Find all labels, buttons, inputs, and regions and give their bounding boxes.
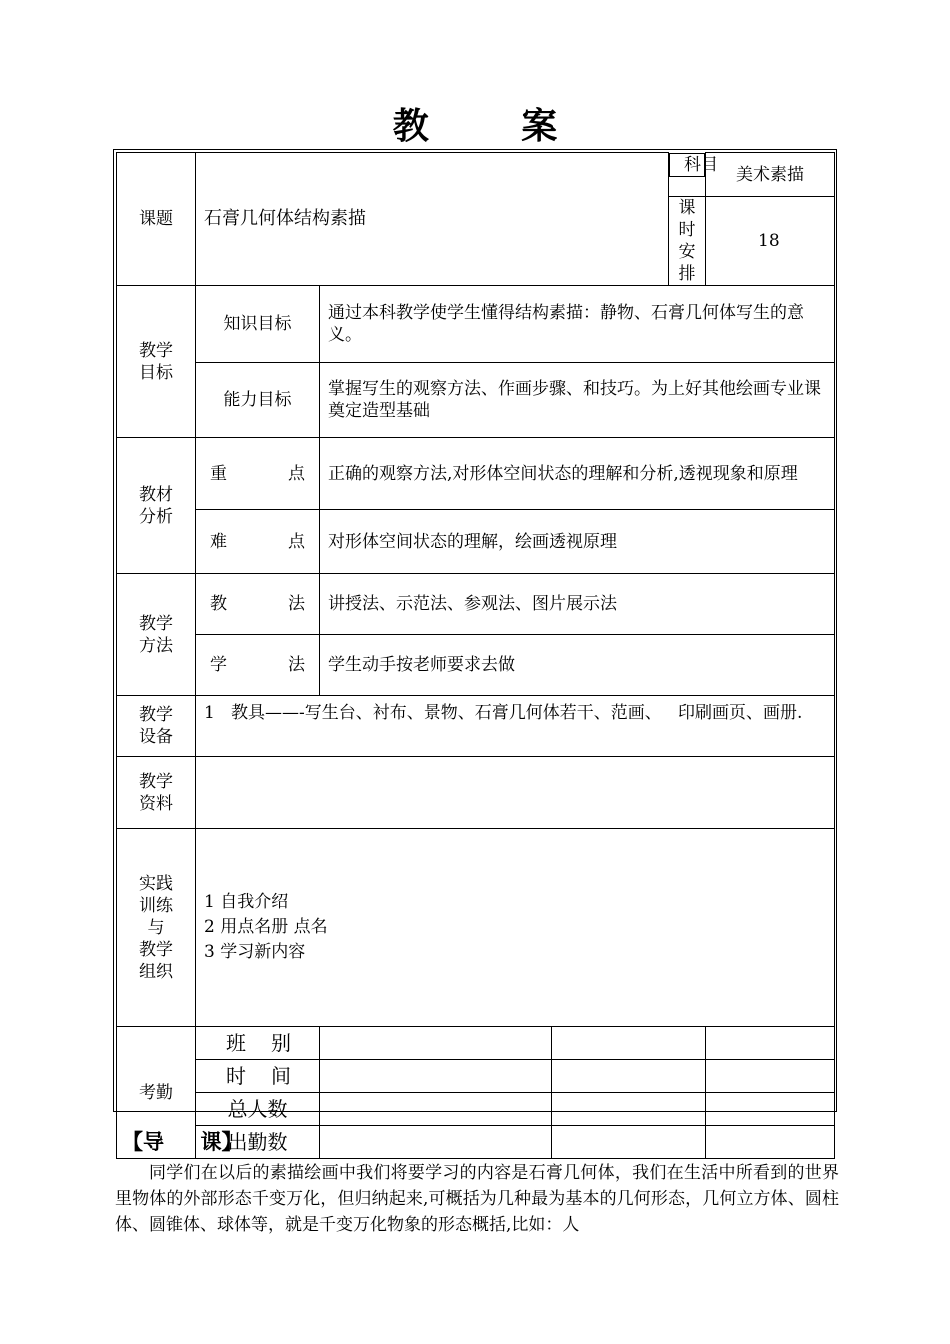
ability-label: 能力目标 xyxy=(196,363,320,438)
page-title: 教 案 xyxy=(392,105,598,147)
methods-label: 教学 方法 xyxy=(117,574,196,696)
teaching-method-value: 讲授法、示范法、参观法、图片展示法 xyxy=(320,574,835,635)
ability-value: 掌握写生的观察方法、作画步骤、和技巧。为上好其他绘画专业课奠定造型基础 xyxy=(320,363,835,438)
topic-value: 石膏几何体结构素描 xyxy=(196,153,669,286)
attendance-cell xyxy=(320,1126,552,1159)
attendance-class-label: 班 别 xyxy=(196,1027,320,1060)
attendance-cell xyxy=(552,1126,706,1159)
analysis-label: 教材 分析 xyxy=(117,438,196,574)
attendance-cell xyxy=(552,1027,706,1060)
learning-method-value: 学生动手按老师要求去做 xyxy=(320,635,835,696)
practice-item: 1 自我介绍 xyxy=(204,892,289,912)
subject-label: 科 目 xyxy=(669,153,705,177)
key-point-label: 重 点 xyxy=(196,438,320,510)
lesson-plan-table xyxy=(116,152,835,1159)
hours-value: 18 xyxy=(706,197,835,286)
attendance-time-label: 时 间 xyxy=(196,1060,320,1093)
materials-label: 教学 资料 xyxy=(117,757,196,829)
attendance-cell xyxy=(552,1093,706,1126)
teaching-method-label: 教 法 xyxy=(196,574,320,635)
attendance-present-label: 出勤数 xyxy=(196,1126,320,1159)
attendance-cell xyxy=(320,1027,552,1060)
attendance-label: 考勤 xyxy=(117,1027,196,1159)
attendance-total-label: 总人数 xyxy=(196,1093,320,1126)
attendance-cell xyxy=(552,1060,706,1093)
practice-content xyxy=(196,829,835,1027)
difficulty-label: 难 点 xyxy=(196,510,320,574)
attendance-cell xyxy=(320,1093,552,1126)
difficulty-value: 对形体空间状态的理解，绘画透视原理 xyxy=(320,510,835,574)
hours-label: 课时安排 xyxy=(669,197,706,286)
practice-item: 3 学习新内容 xyxy=(204,942,306,962)
intro-paragraph: 同学们在以后的素描绘画中我们将要学习的内容是石膏几何体，我们在生活中所看到的世界里物体的外部形态千变万化，但归纳起来,可概括为几种最为基本的几何形态，几何立方体、圆柱体、圆锥体、球体等，就是千变万化物象的形态概括,比如：人 xyxy=(115,1163,839,1235)
learning-method-label: 学 法 xyxy=(196,635,320,696)
attendance-cell xyxy=(706,1093,835,1126)
materials-value xyxy=(196,757,835,829)
attendance-cell xyxy=(706,1027,835,1060)
knowledge-label: 知识目标 xyxy=(196,286,320,363)
equipment-value: 1 教具——-写生台、衬布、景物、石膏几何体若干、范画、 印刷画页、画册. xyxy=(196,696,835,757)
section-heading: 【导 课】 xyxy=(122,1129,243,1154)
topic-label: 课题 xyxy=(117,153,196,286)
equipment-label: 教学 设备 xyxy=(117,696,196,757)
objectives-label: 教学 目标 xyxy=(117,286,196,438)
practice-item: 2 用点名册 点名 xyxy=(204,917,328,937)
subject-value: 美术素描 xyxy=(706,153,835,197)
attendance-cell xyxy=(706,1060,835,1093)
practice-label: 实践 训练 与 教学 组织 xyxy=(117,829,196,1027)
attendance-cell xyxy=(706,1126,835,1159)
key-point-value: 正确的观察方法,对形体空间状态的理解和分析,透视现象和原理 xyxy=(320,438,835,510)
attendance-cell xyxy=(320,1060,552,1093)
knowledge-value: 通过本科教学使学生懂得结构素描：静物、石膏几何体写生的意义。 xyxy=(320,286,835,363)
